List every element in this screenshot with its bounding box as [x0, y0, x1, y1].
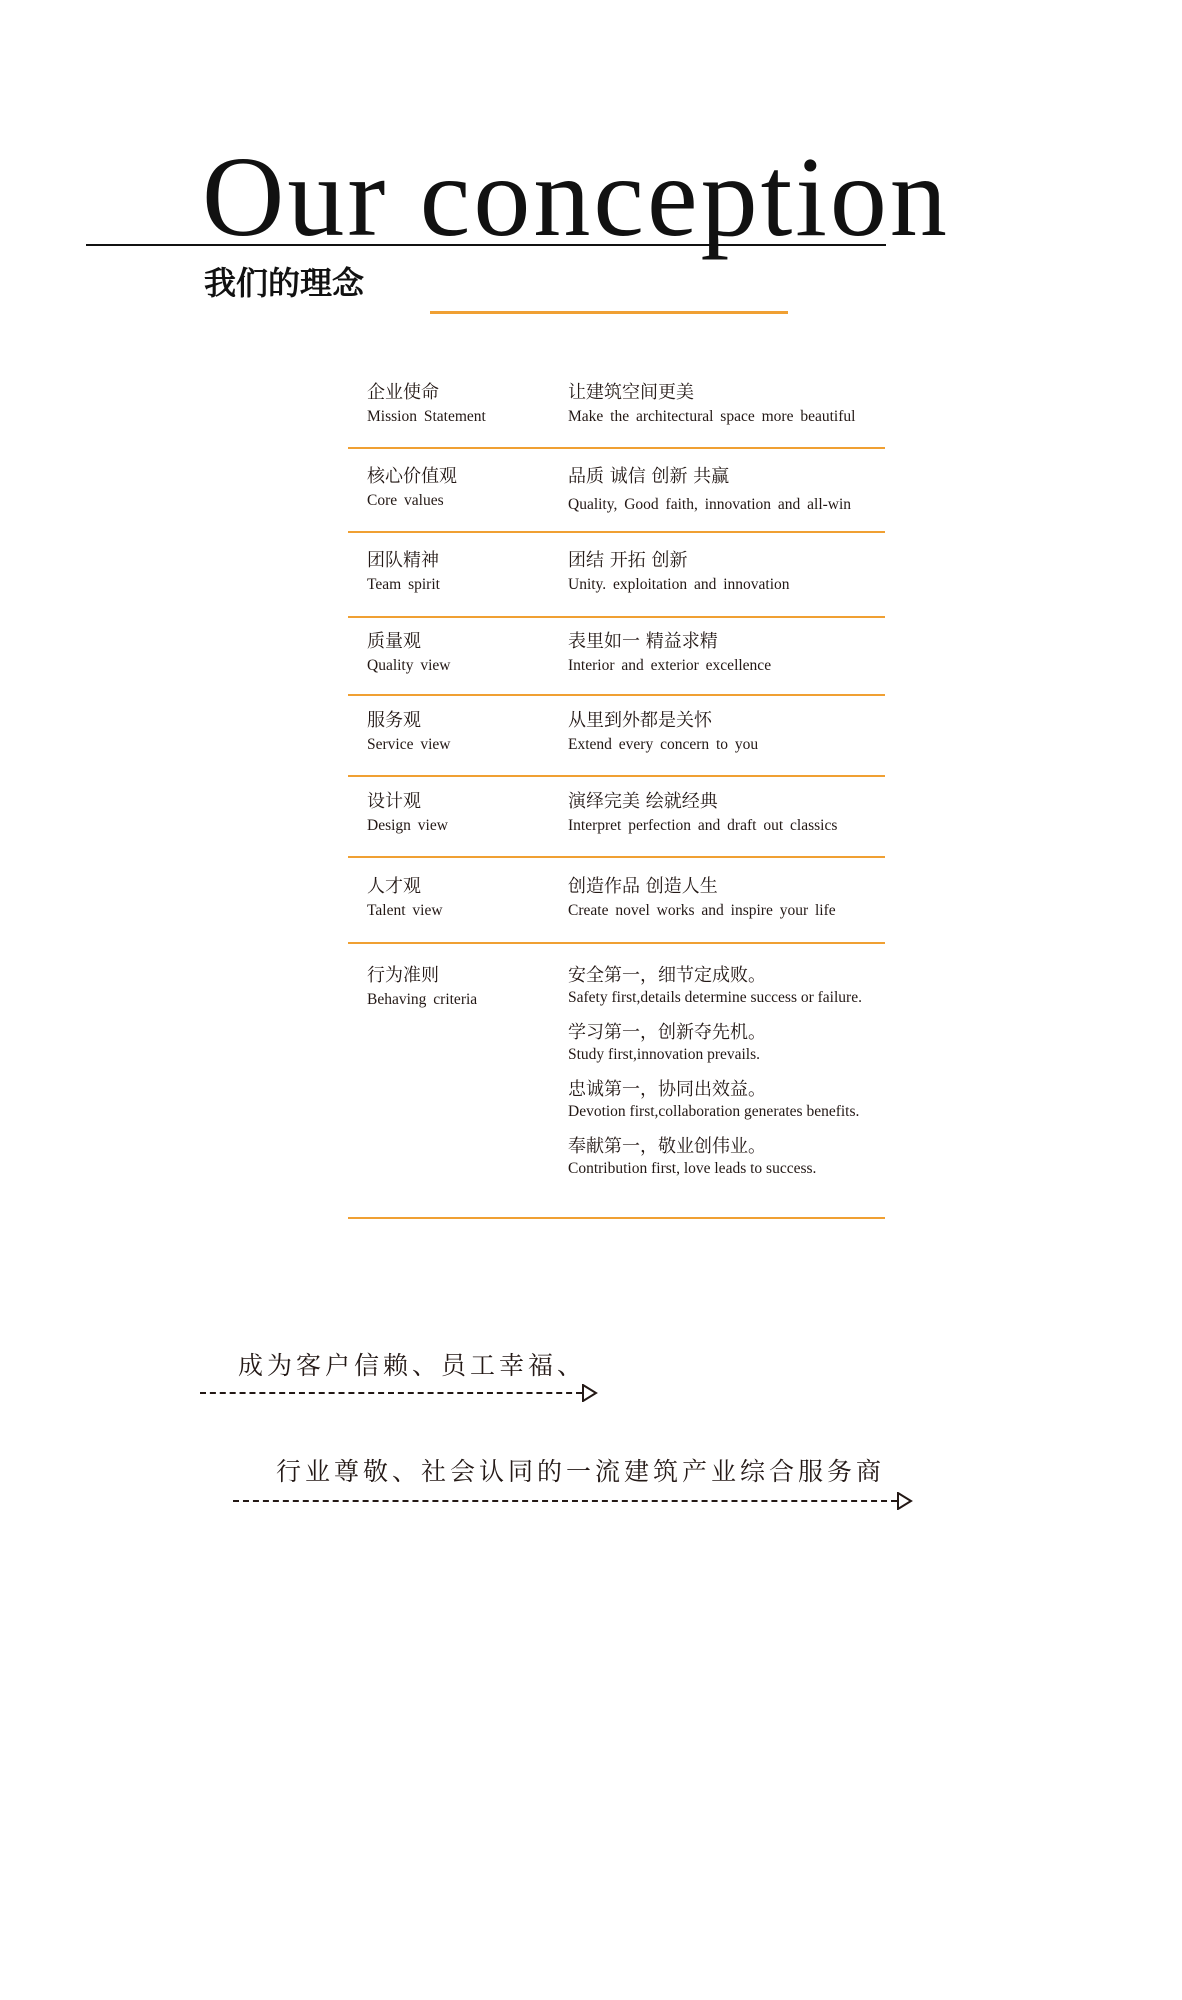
- row-label-cn: 行为准则: [367, 965, 439, 986]
- row-label-cn: 服务观: [367, 710, 421, 731]
- row-value-en: Make the architectural space more beautiful: [568, 408, 856, 425]
- row-label-en: Service view: [367, 736, 451, 753]
- dashed-arrow-line-2: [233, 1500, 897, 1502]
- row-value-cn: 团结 开拓 创新: [568, 550, 688, 571]
- criteria-item-en: Study first,innovation prevails.: [568, 1046, 761, 1063]
- slogan-line-2: 行业尊敬、社会认同的一流建筑产业综合服务商: [276, 1457, 886, 1486]
- criteria-item-en: Contribution first, love leads to success.: [568, 1160, 817, 1177]
- accent-divider: [430, 311, 788, 314]
- table-row: [348, 696, 885, 777]
- row-value-cn: 让建筑空间更美: [568, 382, 694, 403]
- criteria-item: [568, 1135, 898, 1179]
- row-label-en: Core values: [367, 492, 444, 509]
- row-label-en: Quality view: [367, 657, 451, 674]
- row-label-cn: 核心价值观: [367, 466, 457, 487]
- row-value-cn: 创造作品 创造人生: [568, 876, 718, 897]
- criteria-item-en: Safety first,details determine success or failure.: [568, 989, 862, 1006]
- table-row-criteria: [348, 944, 885, 1219]
- row-value-en: Interpret perfection and draft out classics: [568, 817, 838, 834]
- criteria-item: [568, 964, 898, 1008]
- row-value-en: Extend every concern to you: [568, 736, 759, 753]
- dashed-arrow-line-1: [200, 1392, 582, 1394]
- criteria-item-en: Devotion first,collaboration generates benefits.: [568, 1103, 860, 1120]
- row-label-cn: 团队精神: [367, 550, 439, 571]
- criteria-item-cn: 奉献第一，敬业创伟业。: [568, 1136, 766, 1157]
- table-row: [348, 365, 885, 449]
- row-value-en: Create novel works and inspire your life: [568, 902, 836, 919]
- page-title: Our conception: [202, 133, 950, 260]
- row-label-en: Team spirit: [367, 576, 440, 593]
- table-row: [348, 449, 885, 533]
- row-label-en: Behaving criteria: [367, 991, 478, 1008]
- table-row: [348, 777, 885, 858]
- criteria-item-cn: 学习第一，创新夺先机。: [568, 1022, 766, 1043]
- row-label-cn: 设计观: [367, 791, 421, 812]
- row-value-cn: 表里如一 精益求精: [568, 631, 718, 652]
- row-value-cn: 从里到外都是关怀: [568, 710, 712, 731]
- row-label-en: Mission Statement: [367, 408, 486, 425]
- row-label-en: Talent view: [367, 902, 443, 919]
- row-value-cn: 品质 诚信 创新 共赢: [568, 466, 730, 487]
- criteria-item-cn: 忠诚第一，协同出效益。: [568, 1079, 766, 1100]
- table-row: [348, 858, 885, 944]
- conception-table: [348, 365, 885, 1219]
- table-row: [348, 533, 885, 618]
- page-subtitle: 我们的理念: [204, 264, 365, 302]
- criteria-item-cn: 安全第一，细节定成败。: [568, 965, 766, 986]
- row-value-cn: 演绎完美 绘就经典: [568, 791, 718, 812]
- row-label-cn: 人才观: [367, 876, 421, 897]
- table-row: [348, 618, 885, 696]
- slogan-line-1: 成为客户信赖、员工幸福、: [238, 1351, 587, 1380]
- row-value-en: Quality, Good faith, innovation and all-win: [568, 496, 852, 513]
- criteria-item: [568, 1021, 898, 1065]
- row-value-en: Unity. exploitation and innovation: [568, 576, 790, 593]
- row-label-cn: 企业使命: [367, 382, 439, 403]
- row-value-en: Interior and exterior excellence: [568, 657, 772, 674]
- row-label-en: Design view: [367, 817, 448, 834]
- criteria-item: [568, 1078, 898, 1122]
- row-label-cn: 质量观: [367, 631, 421, 652]
